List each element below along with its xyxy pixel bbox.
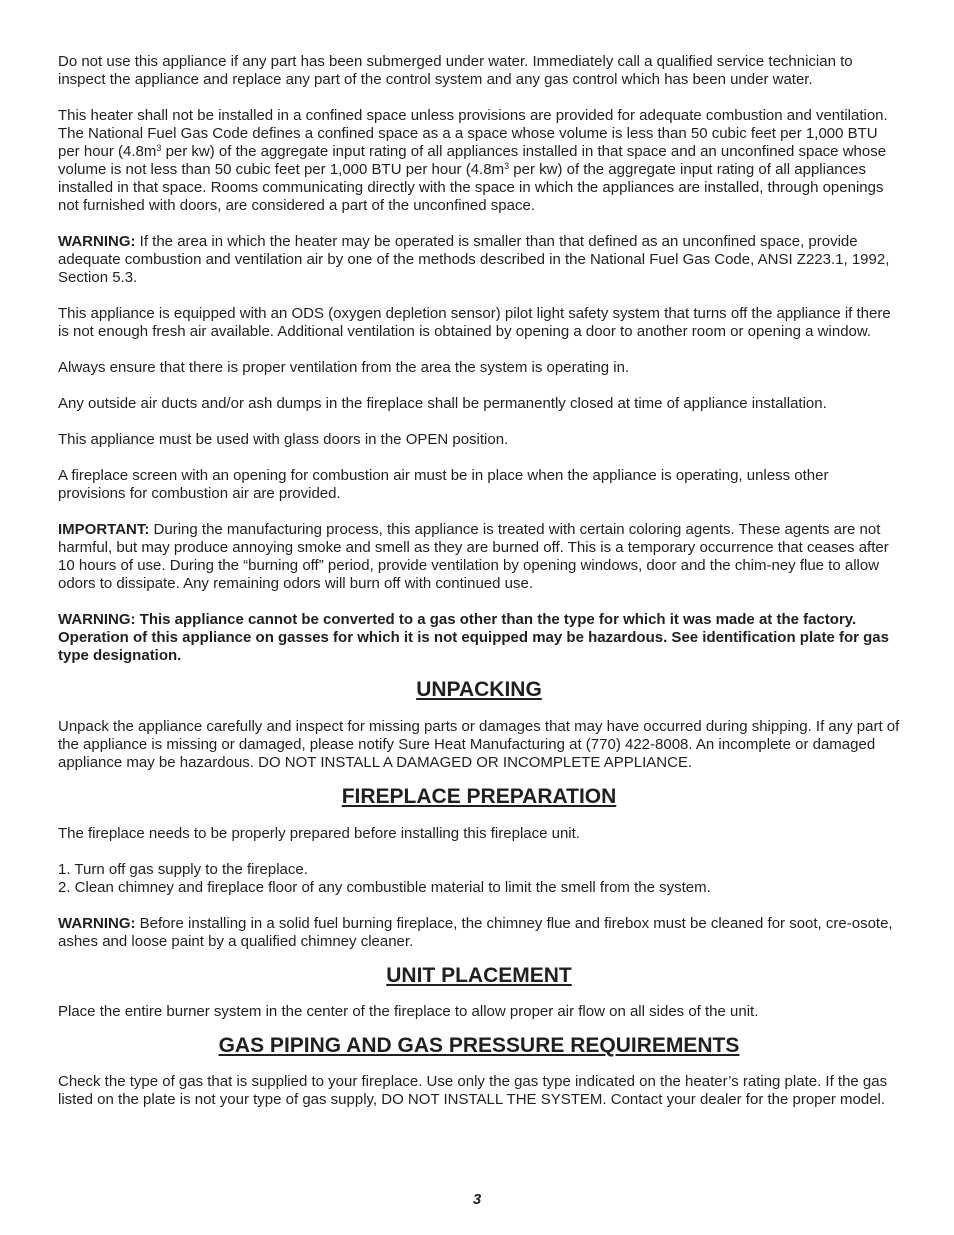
chimney-warning-paragraph xyxy=(58,915,900,951)
fireplace-screen-paragraph: A fireplace screen with an opening for combustion air must be in place when the appliance is operating, unless other provisions for combustion air are provided. xyxy=(58,467,829,502)
air-ducts-paragraph: Any outside air ducts and/or ash dumps in the fireplace shall be permanently closed at time of appliance installation. xyxy=(58,395,827,412)
cubic-superscript-2: 3 xyxy=(504,161,510,171)
gas-conversion-warning-text: WARNING: This appliance cannot be converted to a gas other than the type for which it was made at the factory. Operation of this appliance on gasses for which it is not equipped may be hazardous. See identification plate for gas type designation. xyxy=(58,611,889,664)
confined-text-c: per kw) of the aggregate input rating of all appliances installed in that space. Rooms communicating directly with the space in which the appliances are installed, through openings not furnished with doors, are considered a part of the unconfined space. xyxy=(58,161,884,214)
warning-label: WARNING: xyxy=(58,233,136,250)
unit-placement-heading: UNIT PLACEMENT xyxy=(386,964,572,987)
gas-piping-paragraph: Check the type of gas that is supplied to your fireplace. Use only the gas type indicated on the heater’s rating plate. If the gas listed on the plate is not your type of gas supply, DO NOT INSTALL THE SYSTEM. Contact your dealer for the proper model. xyxy=(58,1073,888,1108)
important-label: IMPORTANT: xyxy=(58,521,150,538)
fireplace-intro-paragraph: The fireplace needs to be properly prepared before installing this fireplace unit. xyxy=(58,825,580,842)
warning-ventilation-paragraph xyxy=(58,233,900,287)
page-number: 3 xyxy=(472,1191,482,1208)
confined-text-a: This heater shall not be installed in a confined space unless provisions are provided for adequate combustion and ventilation. The National Fuel Gas Code defines a confined space as a a space whose volume is less than 50 cubic feet per 1,000 BTU per hour (4.8m xyxy=(58,107,888,160)
fireplace-preparation-heading: FIREPLACE PREPARATION xyxy=(341,785,617,808)
manual-page xyxy=(58,53,900,1127)
list-item: 2. Clean chimney and fireplace floor of any combustible material to limit the smell from the system. xyxy=(58,879,711,896)
unpacking-paragraph: Unpack the appliance carefully and inspect for missing parts or damages that may have occurred during shipping. If any part of the appliance is missing or damaged, please notify Sure Heat Manufacturing at (770) 422-8008. An incomplete or damaged appliance may be hazardous. DO NOT INSTALL A DAMAGED OR INCOMPLETE APPLIANCE. xyxy=(58,718,900,771)
warning-text: If the area in which the heater may be operated is smaller than that defined as an unconfined space, provide adequate combustion and ventilation air by one of the methods described in the National Fuel Gas Code, ANSI Z223.1, 1992, Section 5.3. xyxy=(58,233,890,286)
preparation-steps-list xyxy=(58,861,900,897)
unit-placement-paragraph: Place the entire burner system in the center of the fireplace to allow proper air flow on all sides of the unit. xyxy=(58,1003,759,1020)
important-paragraph xyxy=(58,521,900,593)
unpacking-heading: UNPACKING xyxy=(416,678,542,701)
important-text: During the manufacturing process, this appliance is treated with certain coloring agents. These agents are not harmful, but may produce annoying smoke and smell as they are burned off. This is a temporary occurrence that ceases after 10 hours of use. During the “burning off” period, provide ventilation by opening windows, door and the chim-ney flue to allow odors to dissipate. Any remaining odors will burn off with continued use. xyxy=(58,521,889,592)
gas-piping-heading: GAS PIPING AND GAS PRESSURE REQUIREMENTS xyxy=(218,1034,740,1057)
submerged-paragraph: Do not use this appliance if any part has been submerged under water. Immediately call a qualified service technician to inspect the appliance and replace any part of the control system and any gas control which has been under water. xyxy=(58,53,853,88)
chimney-warning-label: WARNING: xyxy=(58,915,136,932)
ventilation-paragraph: Always ensure that there is proper ventilation from the area the system is operating in. xyxy=(58,359,630,376)
gas-conversion-warning xyxy=(58,611,900,665)
chimney-warning-text: Before installing in a solid fuel burning fireplace, the chimney flue and firebox must be cleaned for soot, cre-osote, ashes and loose paint by a qualified chimney cleaner. xyxy=(58,915,893,950)
glass-doors-paragraph: This appliance must be used with glass doors in the OPEN position. xyxy=(58,431,509,448)
ods-paragraph: This appliance is equipped with an ODS (oxygen depletion sensor) pilot light safety system that turns off the appliance if there is not enough fresh air available. Additional ventilation is obtained by opening a door to another room or opening a window. xyxy=(58,305,891,340)
list-item: 1. Turn off gas supply to the fireplace. xyxy=(58,861,308,878)
confined-space-paragraph xyxy=(58,107,900,215)
confined-text-b: per kw) of the aggregate input rating of all appliances installed in that space and an unconfined space whose volume is not less than 50 cubic feet per 1,000 BTU per hour (4.8m xyxy=(58,143,887,178)
cubic-superscript-1: 3 xyxy=(156,143,162,153)
